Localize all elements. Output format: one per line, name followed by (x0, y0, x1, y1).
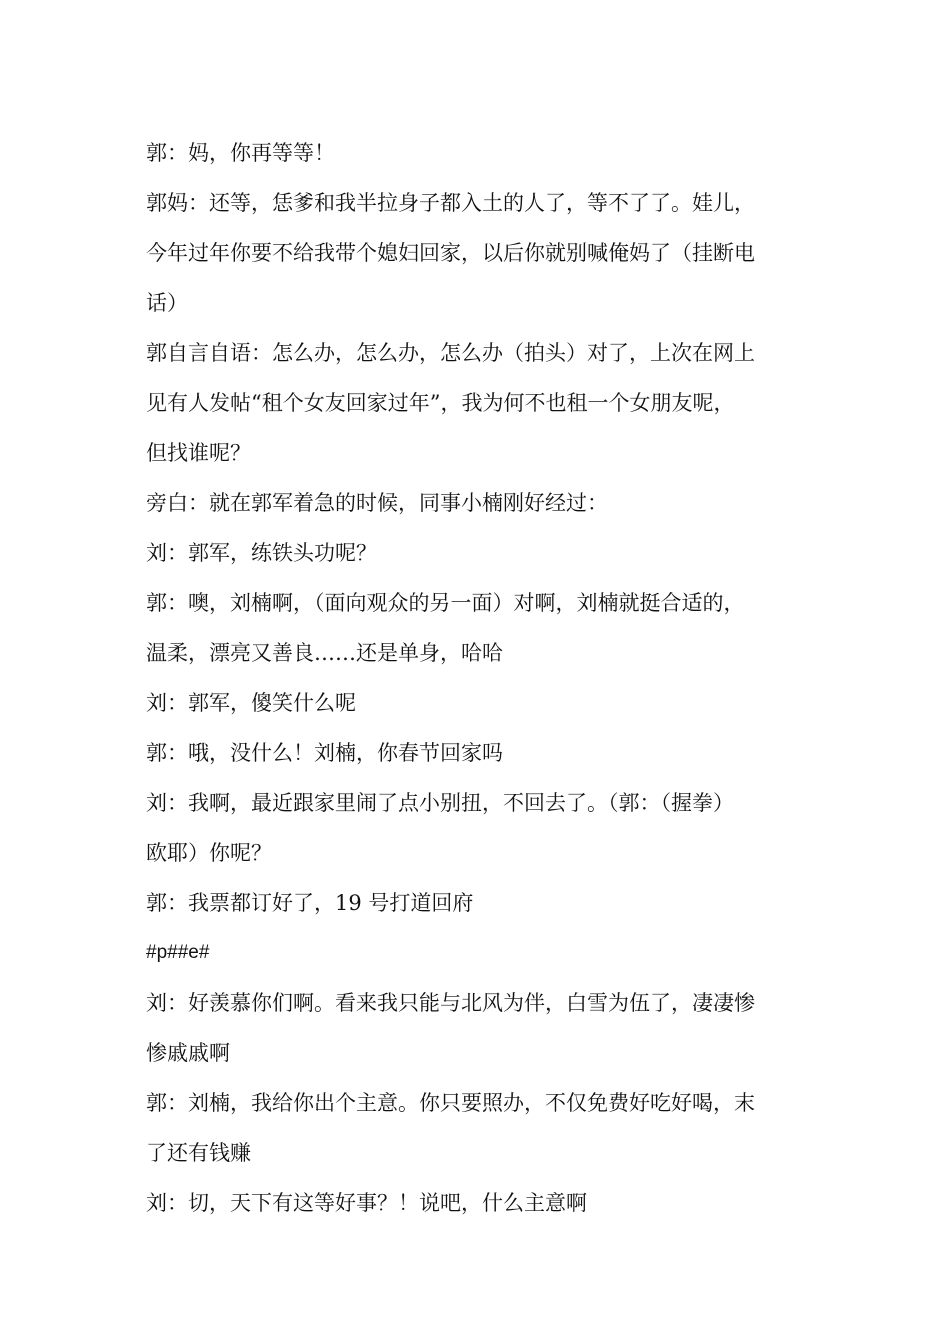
line-13: 郭：哦，没什么！刘楠，你春节回家吗 (146, 741, 503, 765)
line-19: 惨戚戚啊 (146, 1041, 230, 1065)
dialogue-text (146, 128, 806, 1228)
line-09: 刘：郭军，练铁头功呢？ (146, 541, 377, 565)
line-06: 见有人发帖“租个女友回家过年”，我为何不也租一个女朋友呢， (146, 391, 735, 415)
line-14: 刘：我啊，最近跟家里闹了点小别扭，不回去了。（郭：（握拳） (146, 791, 734, 815)
line-04: 话） (146, 291, 188, 315)
line-05: 郭自言自语：怎么办，怎么办，怎么办（拍头）对了，上次在网上 (146, 341, 755, 365)
line-02: 郭妈：还等，恁爹和我半拉身子都入土的人了，等不了了。娃儿， (146, 191, 755, 215)
line-12: 刘：郭军，傻笑什么呢 (146, 691, 356, 715)
line-01: 郭：妈，你再等等！ (146, 141, 335, 165)
line-21: 了还有钱赚 (146, 1141, 251, 1165)
line-10: 郭：噢，刘楠啊，（面向观众的另一面）对啊，刘楠就挺合适的， (146, 591, 745, 615)
line-11: 温柔，漂亮又善良……还是单身，哈哈 (146, 641, 503, 665)
line-15: 欧耶）你呢？ (146, 841, 272, 865)
line-08: 旁白：就在郭军着急的时候，同事小楠刚好经过： (146, 491, 608, 515)
line-07: 但找谁呢？ (146, 441, 251, 465)
line-18: 刘：好羡慕你们啊。看来我只能与北风为伴，白雪为伍了，凄凄惨 (146, 991, 755, 1015)
line-22: 刘：切，天下有这等好事？！说吧，什么主意啊 (146, 1191, 587, 1215)
line-03: 今年过年你要不给我带个媳妇回家，以后你就别喊俺妈了（挂断电 (146, 241, 755, 265)
line-16: 郭：我票都订好了，19 号打道回府 (146, 891, 474, 915)
page-marker: #p##e# (146, 942, 210, 963)
line-20: 郭：刘楠，我给你出个主意。你只要照办，不仅免费好吃好喝，末 (146, 1091, 755, 1115)
